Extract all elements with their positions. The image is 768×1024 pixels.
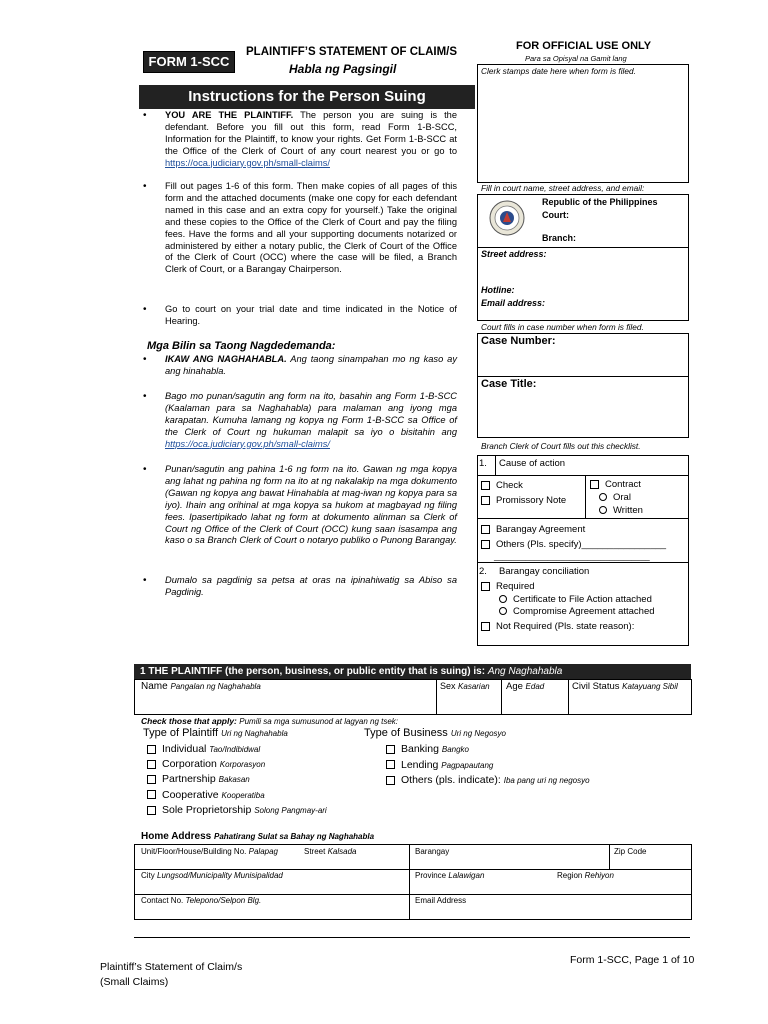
city-fil: Lungsod/Municipality Munisipalidad [157, 871, 283, 880]
checkbox-not-required[interactable] [481, 622, 490, 631]
form-title-filipino: Habla ng Pagsingil [289, 62, 397, 76]
compromise-option[interactable] [499, 606, 655, 617]
instruction-paragraph-1 [165, 110, 457, 170]
barangay-conciliation-label: Barangay conciliation [499, 566, 590, 577]
corporation-label: Corporation [162, 758, 217, 771]
not-required-label: Not Required (Pls. state reason): [496, 621, 635, 632]
certificate-option[interactable] [499, 594, 652, 605]
instruction-paragraph-2: Fill out pages 1-6 of this form. Then make copies of all pages of this form and the attached documents (make one copy for each defendant named in this case and an extra copy for yourself.) Take the original and these copies to the Office of the Clerk of Court and pay the filing fees. Have the forms and all your supporting documents notarized or administered by either a notary public, the Clerk of Court of the Office of the Clerk of Court (OCC) where the case will be filed, a Branch Clerk of Court, or a Barangay Chairperson. [165, 181, 457, 275]
unit-field[interactable] [141, 847, 278, 856]
filipino-paragraph-1 [165, 354, 457, 378]
type-of-plaintiff-label [143, 727, 288, 739]
plaintiff-type-corporation[interactable] [147, 757, 327, 772]
street-address-label: Street address: [481, 249, 547, 259]
sole-proprietorship-fil: Solong Pangmay-ari [254, 805, 327, 815]
required-label: Required [496, 581, 535, 592]
province-field[interactable] [415, 871, 484, 880]
street-field[interactable] [304, 847, 357, 856]
business-others-label: Others (pls. indicate): [401, 774, 501, 786]
footer-form-name: Plaintiff’s Statement of Claim/s [100, 961, 243, 973]
required-option[interactable] [481, 581, 535, 592]
section-1-title: 1 THE PLAINTIFF (the person, business, or public entity that is suing) is: [140, 666, 486, 677]
radio-compromise[interactable] [499, 607, 507, 615]
contract-option[interactable] [590, 479, 641, 490]
promissory-option[interactable] [481, 495, 566, 506]
cooperative-fil: Kooperatiba [221, 790, 265, 800]
check-label: Check [496, 480, 523, 491]
civil-label-fil: Katayuang Sibil [622, 682, 678, 691]
email-address-label: Email address: [481, 298, 546, 308]
official-use-subtitle: Para sa Opisyal na Gamit lang [525, 54, 627, 63]
small-claims-link-filipino[interactable]: https://oca.judiciary.gov.ph/small-claims/ [165, 438, 330, 449]
type-business-text: Type of Business [364, 727, 448, 739]
province-label: Province [415, 871, 447, 880]
individual-label: Individual [162, 743, 207, 755]
hotline-label: Hotline: [481, 285, 515, 295]
checkbox-cooperative[interactable] [147, 790, 156, 799]
radio-written[interactable] [599, 506, 607, 514]
clerk-stamp-note: Clerk stamps date here when form is filed. [481, 66, 636, 76]
oral-option[interactable] [599, 492, 631, 503]
checkbox-barangay-agreement[interactable] [481, 525, 490, 534]
clerk-stamp-box[interactable] [477, 64, 689, 183]
sex-field-label[interactable] [440, 681, 490, 691]
bullet-5: • [143, 391, 147, 402]
section-1-header [134, 664, 691, 679]
age-field-label[interactable] [506, 681, 544, 692]
sole-proprietorship-label: Sole Proprietorship [162, 803, 252, 816]
bullet-7: • [143, 575, 147, 586]
business-type-banking[interactable] [386, 742, 590, 758]
certificate-label: Certificate to File Action attached [513, 594, 652, 605]
filipino-paragraph-3: Punan/sagutin ang pahina 1-6 ng form na ito. Gawan ng mga kopya ang lahat ng pahina ng form na ito at ng nakalakip na mga dokumento (Gawan ng kopya ang bawat Hinahabla at mag-iwan ng kopya para sa iyo). Ihain ang orihinal at mga kopya sa hukom at magbayad ng filing fees. Ipasertipikado lahat ng form at dokumento alinman sa Clerk of Court ng Office of the Clerk of Court (OCC) kung saan isasampa ang kaso o sa Branch Clerk of Court o notaryo publiko o Punong Barangay. [165, 464, 457, 546]
filipino-heading: Mga Bilin sa Taong Nagdedemanda: [147, 340, 336, 352]
compromise-label: Compromise Agreement attached [513, 606, 655, 617]
checkbox-individual[interactable] [147, 745, 156, 754]
footer-form-subtitle: (Small Claims) [100, 976, 169, 988]
sex-label: Sex [440, 681, 456, 691]
naghahabla-bold: IKAW ANG NAGHAHABLA. [165, 354, 287, 364]
others-option[interactable] [481, 539, 666, 550]
checkbox-contract[interactable] [590, 480, 599, 489]
not-required-option[interactable] [481, 621, 634, 632]
age-label: Age [506, 681, 523, 692]
others-line: ___________________________________ [494, 552, 650, 561]
checkbox-banking[interactable] [386, 745, 395, 754]
section-1-title-filipino: Ang Naghahabla [487, 666, 563, 677]
official-use-title: FOR OFFICIAL USE ONLY [516, 40, 652, 52]
type-plaintiff-fil: Uri ng Naghahabla [221, 729, 288, 738]
street-label: Street [304, 847, 326, 856]
republic-label: Republic of the Philippines [542, 197, 658, 207]
region-field[interactable] [557, 871, 614, 880]
court-label: Court: [542, 210, 569, 220]
plaintiff-type-partnership[interactable] [147, 772, 327, 787]
footer-page-number: Form 1-SCC, Page 1 of 10 [570, 954, 695, 966]
case-number-note: Court fills in case number when form is filed. [481, 322, 644, 332]
city-field[interactable] [141, 871, 283, 880]
type-plaintiff-text: Type of Plaintiff [143, 727, 219, 739]
promissory-label: Promissory Note [496, 495, 567, 506]
sex-label-fil: Kasarian [458, 682, 490, 691]
checkbox-promissory[interactable] [481, 496, 490, 505]
home-address-text: Home Address [141, 831, 212, 842]
cause-of-action-label: Cause of action [499, 458, 566, 469]
checkbox-check[interactable] [481, 481, 490, 490]
unit-label: Unit/Floor/House/Building No. [141, 847, 247, 856]
bullet-4: • [143, 354, 147, 365]
check-apply-label [141, 716, 398, 726]
province-fil: Lalawigan [448, 871, 485, 880]
lending-label: Lending [401, 758, 439, 771]
name-label-fil: Pangalan ng Naghahabla [170, 682, 261, 691]
name-label: Name [141, 681, 168, 692]
checkbox-others[interactable] [481, 540, 490, 549]
home-address-label [141, 831, 374, 842]
business-type-lending[interactable] [386, 758, 590, 774]
radio-oral[interactable] [599, 493, 607, 501]
region-label: Region [557, 871, 583, 880]
court-fill-note: Fill in court name, street address, and email: [481, 183, 645, 193]
naghahabla-text: Ang taong sinampahan mo ng kaso ay ang hinahabla. [165, 354, 457, 376]
contact-label: Contact No. [141, 896, 184, 905]
checkbox-partnership[interactable] [147, 775, 156, 784]
bullet-2: • [143, 181, 147, 192]
plaintiff-type-cooperative[interactable] [147, 788, 327, 803]
contact-field[interactable] [141, 896, 261, 905]
oral-label: Oral [613, 492, 631, 503]
lending-fil: Pagpapautang [441, 760, 494, 770]
written-option[interactable] [599, 505, 643, 516]
plaintiff-type-list [147, 742, 327, 818]
contract-label: Contract [605, 479, 641, 490]
contact-fil: Telepono/Selpon Blg. [185, 896, 262, 905]
individual-fil: Tao/Indibidwal [209, 745, 261, 754]
check-apply-fil: Pumili sa mga sumusunod at lagyan ng tsek: [239, 717, 399, 726]
case-number-label: Case Number: [481, 335, 556, 347]
written-label: Written [613, 505, 643, 516]
case-title-label: Case Title: [481, 378, 537, 390]
checkbox-corporation[interactable] [147, 760, 156, 769]
checkbox-business-others[interactable] [386, 776, 395, 785]
partnership-label: Partnership [162, 773, 216, 786]
bullet-3: • [143, 304, 147, 315]
partnership-fil: Bakasan [218, 775, 250, 785]
checkbox-sole-proprietorship[interactable] [147, 806, 156, 815]
bullet-1: • [143, 110, 147, 121]
plaintiff-bold: YOU ARE THE PLAINTIFF. [165, 110, 294, 120]
cooperative-label: Cooperative [162, 788, 219, 801]
bullet-6: • [143, 464, 147, 475]
barangay-field[interactable]: Barangay [415, 847, 450, 856]
radio-certificate[interactable] [499, 595, 507, 603]
business-type-others[interactable] [386, 773, 590, 789]
filipino-paragraph-4: Dumalo sa pagdinig sa petsa at oras na ipinahiwatig sa Abiso sa Pagdinig. [165, 575, 457, 597]
checklist-number-1: 1. [479, 458, 487, 469]
name-field-label[interactable] [141, 681, 261, 692]
corporation-fil: Korporasyon [219, 760, 266, 770]
type-business-fil: Uri ng Negosyo [450, 729, 506, 738]
instruction-paragraph-3: Go to court on your trial date and time indicated in the Notice of Hearing. [165, 304, 457, 326]
city-label: City [141, 871, 155, 880]
plaintiff-type-sole-proprietorship[interactable] [147, 803, 327, 818]
plaintiff-text: The person you are suing is the defendant. Before you fill out this form, read Form 1-B-SCC, Information for the Plaintiff, to know your rights. Get Form 1-B-SCC at the Office of the Clerk of Court of any court nearest you or go to [165, 110, 457, 156]
email-field[interactable]: Email Address [415, 896, 467, 905]
banking-label: Banking [401, 743, 439, 755]
type-of-business-label [364, 727, 506, 739]
checklist-note: Branch Clerk of Court fills out this checklist. [481, 441, 641, 451]
filipino-p2-text: Bago mo punan/sagutin ang form na ito, basahin ang Form 1-B-SCC (Kaalaman para sa Naghahabla) para malaman ang iyong mga karapatan. Kumuha lamang ng kopya ng Form 1-B-SCC sa Office of the Clerk of Court ng hukuman malapit sa iyo o bisitahin ang [165, 391, 457, 437]
business-others-fil: Iba pang uri ng negosyo [503, 776, 590, 785]
check-apply-bold: Check those that apply: [141, 716, 237, 726]
age-label-fil: Edad [525, 682, 545, 691]
business-type-list [386, 742, 590, 789]
street-fil: Kalsada [327, 847, 357, 856]
barangay-agreement-label: Barangay Agreement [496, 524, 586, 535]
filipino-paragraph-2 [165, 391, 457, 451]
checklist-number-2: 2. [479, 566, 487, 577]
checkbox-lending[interactable] [386, 760, 395, 769]
banking-fil: Bangko [441, 745, 470, 754]
region-fil: Rehiyon [584, 871, 614, 880]
barangay-agreement-option[interactable] [481, 524, 585, 535]
form-title: PLAINTIFF’S STATEMENT OF CLAIM/S [246, 46, 458, 58]
unit-fil: Palapag [248, 847, 278, 856]
instructions-heading: Instructions for the Person Suing [139, 85, 475, 109]
civil-status-field-label[interactable] [572, 681, 678, 692]
form-code-badge: FORM 1-SCC [143, 51, 235, 73]
checkbox-required[interactable] [481, 582, 490, 591]
others-label: Others (Pls. specify)________________ [496, 539, 667, 550]
small-claims-link[interactable]: https://oca.judiciary.gov.ph/small-claims/ [165, 157, 330, 168]
plaintiff-type-individual[interactable] [147, 742, 327, 757]
court-seal-icon [489, 200, 525, 236]
home-address-fil: Pahatirang Sulat sa Bahay ng Naghahabla [214, 832, 375, 841]
zip-code-field[interactable]: Zip Code [614, 847, 647, 856]
civil-label: Civil Status [572, 681, 620, 692]
branch-label: Branch: [542, 233, 577, 243]
check-option[interactable] [481, 480, 523, 491]
footer-divider [134, 937, 690, 938]
